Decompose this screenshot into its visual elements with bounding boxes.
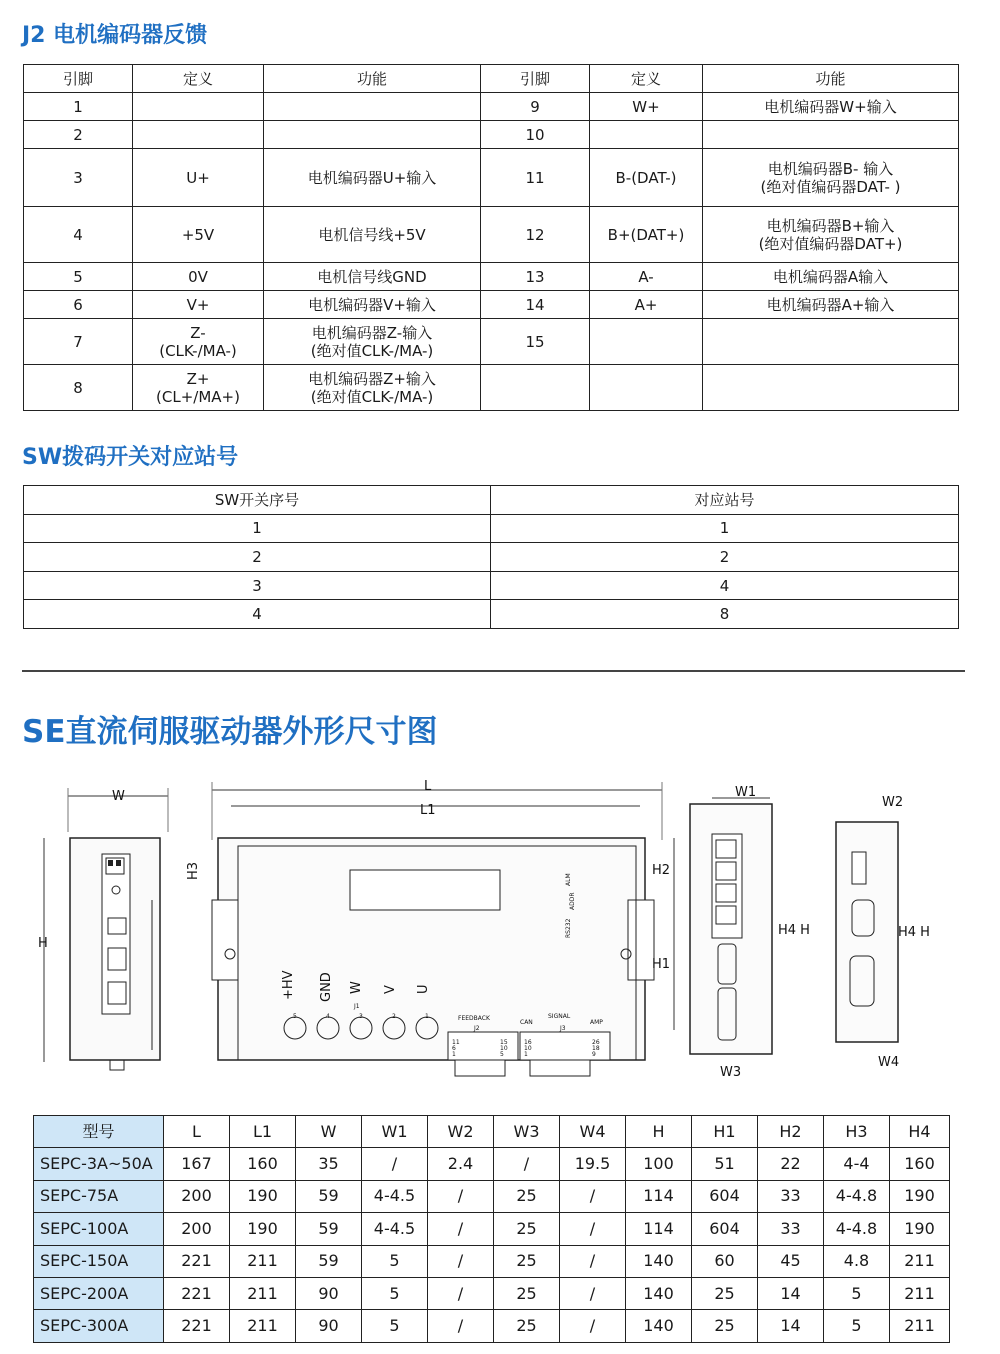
dim-value: /: [428, 1213, 494, 1245]
sw-switch-number: 2: [24, 543, 491, 572]
fb-num-15: 15: [500, 1039, 508, 1046]
j2-pin-table: [23, 64, 959, 411]
dim-header-l: L: [164, 1116, 230, 1148]
dim-value: 114: [626, 1180, 692, 1212]
j2-cell-f1: 电机编码器Z-输入 (绝对值CLK-/MA-): [264, 319, 481, 365]
dim-value: 114: [626, 1213, 692, 1245]
dim-value: 211: [890, 1310, 950, 1342]
j2-table-body: [24, 93, 959, 411]
dim-value: /: [362, 1148, 428, 1180]
dim-value: 140: [626, 1245, 692, 1277]
dim-value: /: [428, 1277, 494, 1309]
dim-value: 25: [494, 1277, 560, 1309]
j2-cell-d2: B-(DAT-): [590, 149, 703, 207]
j2-cell-p2: 14: [481, 291, 590, 319]
j2-cell-f1: [264, 93, 481, 121]
label-j3-connector: J3: [560, 1025, 566, 1032]
dim-value: /: [560, 1180, 626, 1212]
table-row: [24, 365, 959, 411]
dim-value: 100: [626, 1148, 692, 1180]
fb-num-11: 11: [452, 1039, 460, 1046]
pin-num-2: 2: [392, 1013, 396, 1020]
dim-value: /: [428, 1180, 494, 1212]
dim-value: 211: [230, 1245, 296, 1277]
label-w3: W3: [720, 1065, 742, 1080]
j2-cell-p1: 8: [24, 365, 133, 411]
dim-value: 25: [494, 1213, 560, 1245]
dim-value: 140: [626, 1277, 692, 1309]
pin-num-3: 3: [359, 1013, 363, 1020]
dim-value: 160: [230, 1148, 296, 1180]
j2-cell-f2: [703, 121, 959, 149]
sw-station-table: [23, 485, 959, 629]
label-j2-connector: J2: [474, 1025, 480, 1032]
j2-cell-d2: W+: [590, 93, 703, 121]
j2-header-pin-2: 引脚: [481, 65, 590, 93]
sig-num-16: 16: [524, 1039, 532, 1046]
pin-label-w: W: [349, 981, 364, 994]
j2-cell-p2: [481, 365, 590, 411]
sw-station-number: 2: [491, 543, 959, 572]
dim-value: 4.8: [824, 1245, 890, 1277]
table-row: [24, 121, 959, 149]
label-l1: L1: [420, 803, 436, 818]
dim-value: /: [560, 1213, 626, 1245]
fb-num-1: 1: [452, 1051, 456, 1058]
dim-header-w4: W4: [560, 1116, 626, 1148]
j2-cell-d1: [133, 121, 264, 149]
dim-value: 211: [890, 1277, 950, 1309]
pin-num-4: 4: [326, 1013, 330, 1020]
dim-value: 22: [758, 1148, 824, 1180]
dimension-table: [33, 1115, 950, 1343]
dim-value: 90: [296, 1310, 362, 1342]
dim-value: 221: [164, 1310, 230, 1342]
sw-station-number: 1: [491, 514, 959, 543]
j2-cell-f1: 电机编码器U+输入: [264, 149, 481, 207]
dim-value: 200: [164, 1180, 230, 1212]
label-w4: W4: [878, 1055, 900, 1070]
fb-num-6: 6: [452, 1045, 456, 1052]
j2-cell-f2: 电机编码器A输入: [703, 263, 959, 291]
sw-table-body: [24, 514, 959, 628]
dim-value: 211: [890, 1245, 950, 1277]
dim-header-w1: W1: [362, 1116, 428, 1148]
j2-cell-f1: 电机编码器Z+输入 (绝对值CLK-/MA-): [264, 365, 481, 411]
dim-header-w2: W2: [428, 1116, 494, 1148]
dim-value: 5: [362, 1277, 428, 1309]
dim-value: 4-4.5: [362, 1180, 428, 1212]
j2-cell-p1: 3: [24, 149, 133, 207]
j2-cell-f2: [703, 365, 959, 411]
label-can: CAN: [520, 1019, 533, 1026]
dim-value: 59: [296, 1213, 362, 1245]
dim-value: 211: [230, 1277, 296, 1309]
dim-value: 221: [164, 1245, 230, 1277]
label-signal: SIGNAL: [548, 1013, 571, 1020]
dim-value: 59: [296, 1180, 362, 1212]
j2-section-title: J2 电机编码器反馈: [22, 23, 208, 48]
dim-value: 4-4.8: [824, 1180, 890, 1212]
j2-cell-p1: 7: [24, 319, 133, 365]
dim-header-model: 型号: [34, 1116, 164, 1148]
section-divider: [22, 670, 965, 672]
side-view-drawing: [38, 788, 168, 1070]
j2-cell-d1: [133, 93, 264, 121]
pin-label-hv: +HV: [281, 970, 296, 1000]
table-row: [34, 1277, 950, 1309]
dim-header-l1: L1: [230, 1116, 296, 1148]
dim-value: 59: [296, 1245, 362, 1277]
dimension-drawings: [0, 760, 1000, 1090]
se-section-title: SE直流伺服驱动器外形尺寸图: [22, 714, 438, 750]
j2-cell-d1: V+: [133, 291, 264, 319]
dim-header-h2: H2: [758, 1116, 824, 1148]
dim-value: 25: [494, 1180, 560, 1212]
j2-header-def: 定义: [133, 65, 264, 93]
label-w1: W1: [735, 785, 757, 800]
j2-cell-f2: 电机编码器B+输入 (绝对值编码器DAT+): [703, 207, 959, 263]
dim-value: /: [560, 1245, 626, 1277]
pin-label-gnd: GND: [319, 972, 334, 1002]
table-row: [34, 1180, 950, 1212]
table-row: [24, 319, 959, 365]
dim-value: 25: [692, 1277, 758, 1309]
dim-value: 33: [758, 1180, 824, 1212]
j2-cell-p2: 11: [481, 149, 590, 207]
label-h3: H3: [186, 861, 201, 880]
dim-value: 25: [494, 1245, 560, 1277]
label-addr: ADDR: [569, 892, 576, 910]
table-row: [24, 93, 959, 121]
dim-value: 35: [296, 1148, 362, 1180]
sw-header-switch: SW开关序号: [24, 486, 491, 515]
top-view-drawing: [690, 785, 810, 1080]
j2-header-def-2: 定义: [590, 65, 703, 93]
label-h4h-2: H4 H: [898, 925, 930, 940]
dim-value: 60: [692, 1245, 758, 1277]
pin-num-1: 1: [425, 1013, 429, 1020]
j2-cell-p1: 5: [24, 263, 133, 291]
j2-header-pin: 引脚: [24, 65, 133, 93]
table-row: [24, 291, 959, 319]
j2-cell-d2: [590, 121, 703, 149]
sig-num-26: 26: [592, 1039, 600, 1046]
table-row: [24, 207, 959, 263]
table-row: [24, 149, 959, 207]
j2-cell-f2: 电机编码器A+输入: [703, 291, 959, 319]
dim-value: 25: [494, 1310, 560, 1342]
pin-label-v: V: [383, 985, 398, 994]
sig-num-10: 10: [524, 1045, 532, 1052]
j2-cell-d2: B+(DAT+): [590, 207, 703, 263]
j2-cell-f2: [703, 319, 959, 365]
fb-num-10: 10: [500, 1045, 508, 1052]
label-h1: H1: [652, 957, 671, 972]
table-row: [34, 1148, 950, 1180]
dim-value: /: [560, 1310, 626, 1342]
j2-cell-f1: [264, 121, 481, 149]
sw-section-title: SW拨码开关对应站号: [22, 445, 239, 470]
dim-header-h: H: [626, 1116, 692, 1148]
dim-value: /: [494, 1148, 560, 1180]
dim-value: 19.5: [560, 1148, 626, 1180]
dim-value: 221: [164, 1277, 230, 1309]
j2-cell-d2: [590, 319, 703, 365]
label-rs232: RS232: [565, 918, 572, 938]
dim-model-name: SEPC-300A: [34, 1310, 164, 1342]
j2-header-func-2: 功能: [703, 65, 959, 93]
dim-header-w3: W3: [494, 1116, 560, 1148]
j2-cell-d2: [590, 365, 703, 411]
dim-model-name: SEPC-200A: [34, 1277, 164, 1309]
j2-cell-p2: 12: [481, 207, 590, 263]
dim-value: 160: [890, 1148, 950, 1180]
label-amp: AMP: [590, 1019, 603, 1026]
dim-value: /: [428, 1245, 494, 1277]
j2-cell-f1: 电机信号线GND: [264, 263, 481, 291]
sw-switch-number: 4: [24, 600, 491, 629]
dim-value: 25: [692, 1310, 758, 1342]
label-w: W: [112, 789, 125, 804]
dim-value: /: [428, 1310, 494, 1342]
table-row: [34, 1213, 950, 1245]
j2-cell-p2: 10: [481, 121, 590, 149]
fb-num-5: 5: [500, 1051, 504, 1058]
dim-value: 5: [824, 1277, 890, 1309]
dim-value: 14: [758, 1277, 824, 1309]
dimension-table-header: [34, 1116, 950, 1148]
j2-cell-d2: A-: [590, 263, 703, 291]
dim-header-w: W: [296, 1116, 362, 1148]
table-row: [24, 514, 959, 543]
table-row: [24, 263, 959, 291]
dim-value: 190: [890, 1213, 950, 1245]
j2-cell-p1: 2: [24, 121, 133, 149]
j2-cell-p2: 15: [481, 319, 590, 365]
dim-value: 190: [230, 1213, 296, 1245]
sw-station-number: 4: [491, 571, 959, 600]
table-row: [24, 543, 959, 572]
j2-header-func: 功能: [264, 65, 481, 93]
j2-cell-f2: 电机编码器W+输入: [703, 93, 959, 121]
dim-value: 190: [890, 1180, 950, 1212]
dimension-table-body: [34, 1148, 950, 1342]
dim-value: 211: [230, 1310, 296, 1342]
dim-model-name: SEPC-150A: [34, 1245, 164, 1277]
j2-cell-d1: +5V: [133, 207, 264, 263]
front-view-drawing: [186, 779, 674, 1076]
label-h2: H2: [652, 863, 671, 878]
sig-num-1: 1: [524, 1051, 528, 1058]
j2-cell-d1: U+: [133, 149, 264, 207]
j2-cell-d1: Z+ (CL+/MA+): [133, 365, 264, 411]
dim-value: 190: [230, 1180, 296, 1212]
j2-cell-d1: Z- (CLK-/MA-): [133, 319, 264, 365]
dim-value: 167: [164, 1148, 230, 1180]
table-row: [34, 1310, 950, 1342]
j2-cell-f1: 电机信号线+5V: [264, 207, 481, 263]
pin-label-u: U: [416, 984, 431, 994]
dim-value: 4-4.8: [824, 1213, 890, 1245]
dim-value: /: [560, 1277, 626, 1309]
sig-num-18: 18: [592, 1045, 600, 1052]
dim-value: 45: [758, 1245, 824, 1277]
sig-num-9: 9: [592, 1051, 596, 1058]
dim-value: 4-4: [824, 1148, 890, 1180]
label-h4h-1: H4 H: [778, 923, 810, 938]
dim-value: 2.4: [428, 1148, 494, 1180]
dim-value: 604: [692, 1180, 758, 1212]
label-feedback: FEEDBACK: [458, 1015, 490, 1022]
dim-value: 5: [362, 1310, 428, 1342]
dim-value: 90: [296, 1277, 362, 1309]
sw-header-station: 对应站号: [491, 486, 959, 515]
sw-switch-number: 3: [24, 571, 491, 600]
table-row: [34, 1245, 950, 1277]
narrow-view-drawing: [836, 795, 930, 1070]
j2-cell-f1: 电机编码器V+输入: [264, 291, 481, 319]
j2-cell-p2: 13: [481, 263, 590, 291]
pin-label-j1: J1: [354, 1003, 360, 1010]
dim-value: 604: [692, 1213, 758, 1245]
dim-model-name: SEPC-100A: [34, 1213, 164, 1245]
label-h: H: [38, 936, 48, 951]
label-l: L: [424, 779, 432, 794]
pin-num-5: 5: [293, 1013, 297, 1020]
j2-cell-f2: 电机编码器B- 输入 (绝对值编码器DAT- ): [703, 149, 959, 207]
table-row: [24, 600, 959, 629]
dim-value: 200: [164, 1213, 230, 1245]
dim-value: 33: [758, 1213, 824, 1245]
dim-value: 140: [626, 1310, 692, 1342]
dim-header-h1: H1: [692, 1116, 758, 1148]
dim-value: 4-4.5: [362, 1213, 428, 1245]
label-alm: ALM: [565, 873, 572, 886]
sw-switch-number: 1: [24, 514, 491, 543]
j2-cell-d2: A+: [590, 291, 703, 319]
dim-model-name: SEPC-75A: [34, 1180, 164, 1212]
j2-cell-p1: 4: [24, 207, 133, 263]
dim-model-name: SEPC-3A~50A: [34, 1148, 164, 1180]
dim-value: 51: [692, 1148, 758, 1180]
j2-cell-d1: 0V: [133, 263, 264, 291]
j2-cell-p1: 6: [24, 291, 133, 319]
dim-value: 14: [758, 1310, 824, 1342]
dim-header-h3: H3: [824, 1116, 890, 1148]
table-row: [24, 571, 959, 600]
j2-cell-p2: 9: [481, 93, 590, 121]
dim-value: 5: [362, 1245, 428, 1277]
label-w2: W2: [882, 795, 904, 810]
sw-station-number: 8: [491, 600, 959, 629]
j2-cell-p1: 1: [24, 93, 133, 121]
dim-header-h4: H4: [890, 1116, 950, 1148]
dim-value: 5: [824, 1310, 890, 1342]
